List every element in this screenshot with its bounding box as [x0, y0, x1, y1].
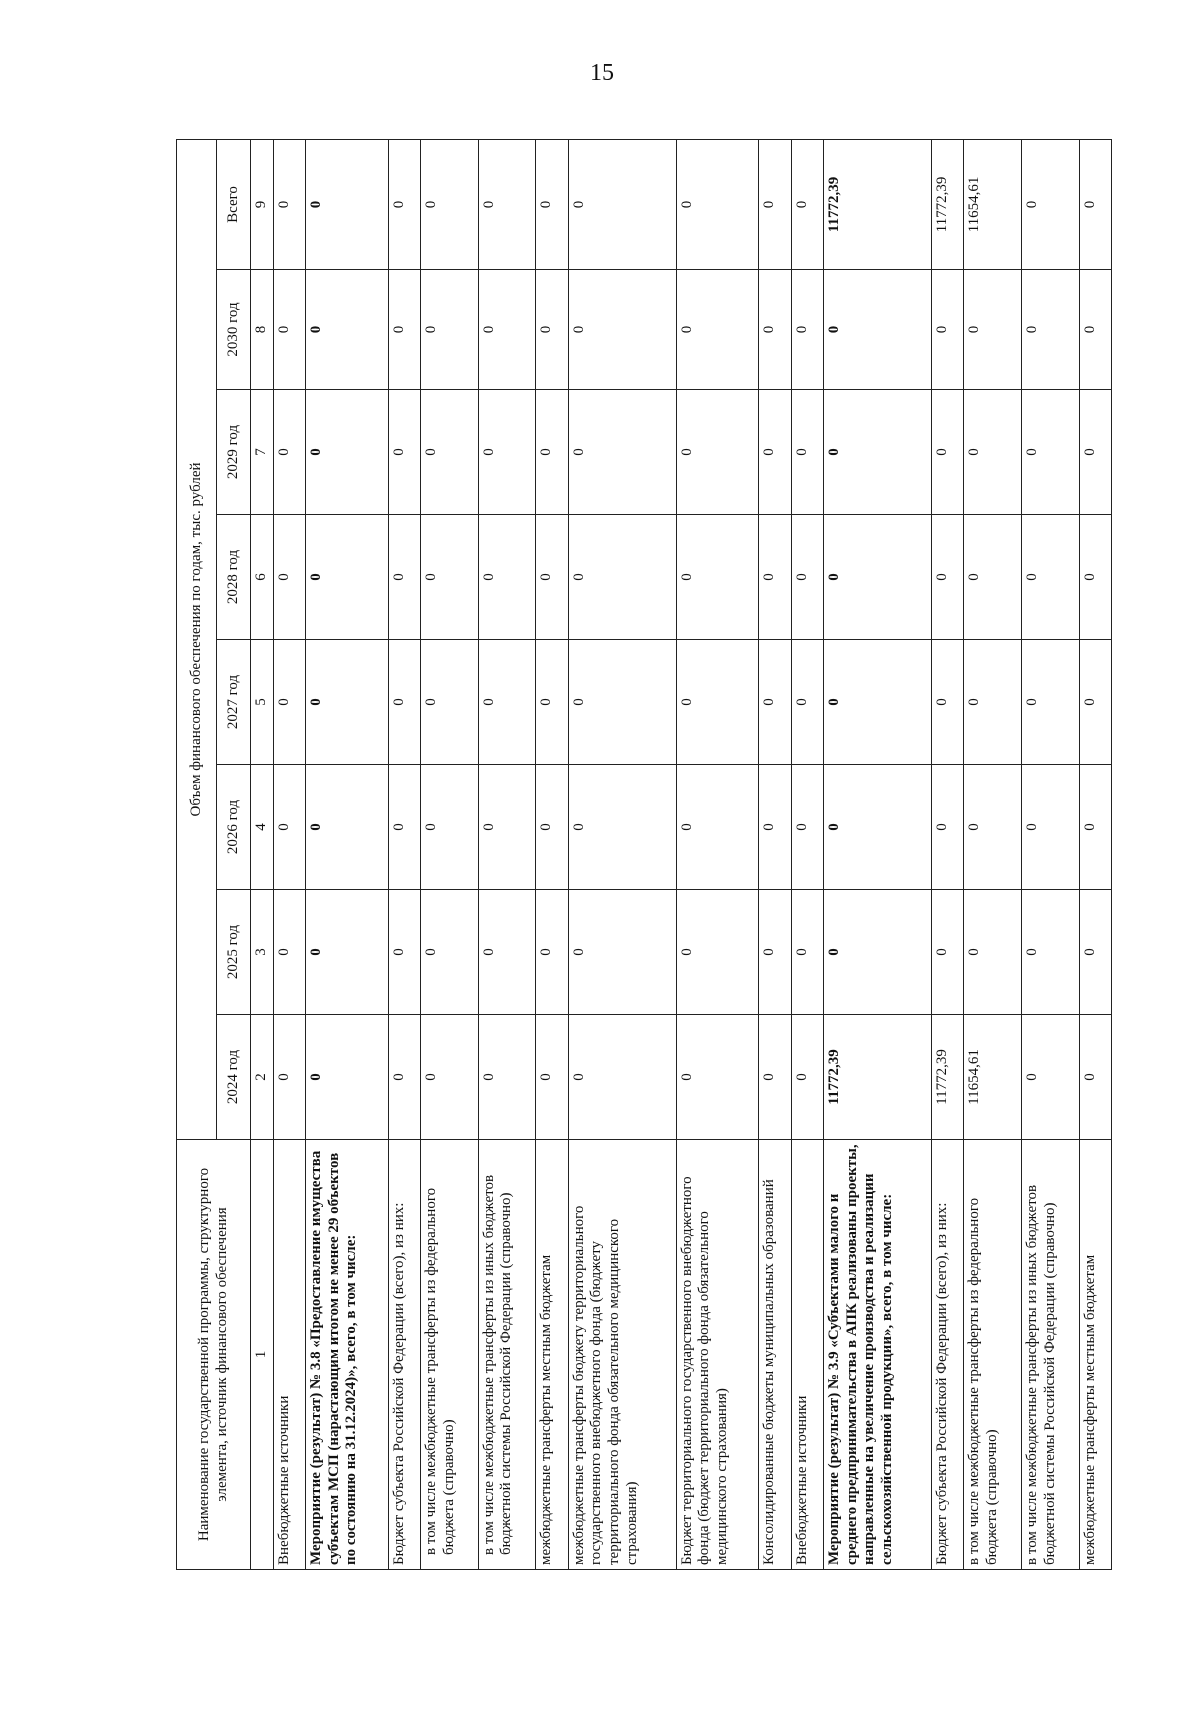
header-volume-group: Объем финансового обеспечения по годам, тыс. рублей — [177, 139, 217, 1139]
row-year-value: 11772,39 — [932, 1015, 964, 1140]
row-year-value: 0 — [306, 1015, 389, 1140]
row-year-value: 0 — [388, 640, 420, 765]
row-year-value: 0 — [759, 640, 791, 765]
row-total-value: 0 — [1079, 139, 1111, 269]
header-year: 2029 год — [217, 390, 251, 515]
row-total-value: 0 — [759, 139, 791, 269]
row-year-value: 0 — [273, 640, 305, 765]
row-year-value: 0 — [932, 515, 964, 640]
row-year-value: 0 — [1022, 640, 1080, 765]
header-year: 2025 год — [217, 890, 251, 1015]
row-year-value: 0 — [568, 390, 676, 515]
row-year-value: 0 — [964, 270, 1022, 390]
row-year-value: 0 — [536, 515, 568, 640]
row-year-value: 0 — [824, 890, 932, 1015]
row-year-value: 0 — [1079, 1015, 1111, 1140]
col-number: 8 — [251, 270, 274, 390]
row-year-value: 0 — [306, 390, 389, 515]
row-total-value: 0 — [478, 139, 536, 269]
row-year-value: 0 — [536, 1015, 568, 1140]
row-year-value: 0 — [388, 765, 420, 890]
row-year-value: 0 — [273, 890, 305, 1015]
row-year-value: 0 — [273, 270, 305, 390]
table-row — [536, 139, 568, 1569]
row-year-value: 0 — [568, 270, 676, 390]
row-year-value: 0 — [791, 890, 823, 1015]
row-year-value: 0 — [478, 765, 536, 890]
row-year-value: 0 — [964, 890, 1022, 1015]
row-year-value: 0 — [676, 640, 759, 765]
row-year-value: 0 — [536, 765, 568, 890]
row-year-value: 0 — [536, 640, 568, 765]
table-row — [273, 139, 305, 1569]
row-year-value: 0 — [964, 390, 1022, 515]
financing-table — [176, 139, 1112, 1570]
row-year-value: 0 — [676, 765, 759, 890]
table-row — [824, 139, 932, 1569]
row-total-value: 0 — [306, 139, 389, 269]
row-year-value: 0 — [932, 390, 964, 515]
row-year-value: 0 — [568, 515, 676, 640]
row-year-value: 0 — [676, 515, 759, 640]
row-year-value: 0 — [1079, 890, 1111, 1015]
row-total-value: 0 — [791, 139, 823, 269]
row-total-value: 0 — [388, 139, 420, 269]
col-number: 4 — [251, 765, 274, 890]
row-year-value: 0 — [388, 515, 420, 640]
row-year-value: 0 — [421, 765, 479, 890]
row-label: в том числе межбюджетные трансферты из иных бюджетов бюджетной системы Российской Федерации (справочно) — [1022, 1140, 1080, 1570]
row-year-value: 0 — [824, 390, 932, 515]
row-year-value: 0 — [306, 890, 389, 1015]
row-year-value: 0 — [1079, 640, 1111, 765]
row-year-value: 0 — [306, 515, 389, 640]
row-label: межбюджетные трансферты местным бюджетам — [536, 1140, 568, 1570]
row-year-value: 0 — [478, 1015, 536, 1140]
col-number: 3 — [251, 890, 274, 1015]
row-year-value: 0 — [676, 890, 759, 1015]
col-number: 9 — [251, 139, 274, 269]
col-number: 7 — [251, 390, 274, 515]
row-year-value: 0 — [568, 640, 676, 765]
row-label: в том числе межбюджетные трансферты из федерального бюджета (справочно) — [964, 1140, 1022, 1570]
row-year-value: 0 — [568, 890, 676, 1015]
row-year-value: 0 — [824, 270, 932, 390]
row-total-value: 11654,61 — [964, 139, 1022, 269]
table-row — [1022, 139, 1080, 1569]
row-year-value: 0 — [932, 765, 964, 890]
table-row — [568, 139, 676, 1569]
table-row — [676, 139, 759, 1569]
table-row — [791, 139, 823, 1569]
row-year-value: 0 — [421, 1015, 479, 1140]
row-year-value: 11772,39 — [824, 1015, 932, 1140]
row-year-value: 0 — [478, 270, 536, 390]
table-row — [306, 139, 389, 1569]
row-year-value: 0 — [478, 515, 536, 640]
row-year-value: 0 — [964, 515, 1022, 640]
row-year-value: 0 — [791, 270, 823, 390]
row-year-value: 0 — [388, 890, 420, 1015]
row-label: Консолидированные бюджеты муниципальных образований — [759, 1140, 791, 1570]
row-label: в том числе межбюджетные трансферты из федерального бюджета (справочно) — [421, 1140, 479, 1570]
header-year: 2024 год — [217, 1015, 251, 1140]
row-year-value: 0 — [1079, 270, 1111, 390]
table-row — [964, 139, 1022, 1569]
row-total-value: 11772,39 — [932, 139, 964, 269]
row-year-value: 0 — [388, 390, 420, 515]
row-year-value: 0 — [759, 890, 791, 1015]
row-year-value: 0 — [676, 1015, 759, 1140]
table-row — [478, 139, 536, 1569]
header-name-col: Наименование государственной программы, структурного элемента, источник финансового обеспечения — [177, 1140, 251, 1570]
row-year-value: 0 — [536, 890, 568, 1015]
row-total-value: 11772,39 — [824, 139, 932, 269]
table-row — [759, 139, 791, 1569]
table-rotated-wrapper — [176, 140, 1112, 1570]
header-year: 2030 год — [217, 270, 251, 390]
row-year-value: 0 — [306, 640, 389, 765]
header-total: Всего — [217, 139, 251, 269]
row-year-value: 0 — [536, 270, 568, 390]
row-year-value: 0 — [759, 390, 791, 515]
row-year-value: 0 — [759, 515, 791, 640]
row-year-value: 0 — [791, 765, 823, 890]
row-year-value: 0 — [932, 270, 964, 390]
col-number: 6 — [251, 515, 274, 640]
table-row — [932, 139, 964, 1569]
row-year-value: 0 — [1022, 890, 1080, 1015]
row-label: Бюджет территориального государственного внебюджетного фонда (бюджет территориального фонда обязательного медицинского страхования) — [676, 1140, 759, 1570]
row-total-value: 0 — [536, 139, 568, 269]
table-row — [421, 139, 479, 1569]
row-year-value: 0 — [273, 390, 305, 515]
row-year-value: 0 — [791, 515, 823, 640]
row-label: Внебюджетные источники — [791, 1140, 823, 1570]
row-year-value: 0 — [1022, 765, 1080, 890]
row-year-value: 0 — [536, 390, 568, 515]
row-year-value: 0 — [421, 890, 479, 1015]
row-year-value: 0 — [824, 515, 932, 640]
row-year-value: 0 — [676, 270, 759, 390]
row-year-value: 0 — [791, 390, 823, 515]
row-label: Внебюджетные источники — [273, 1140, 305, 1570]
table-body — [273, 139, 1111, 1569]
table-row — [1079, 139, 1111, 1569]
row-year-value: 0 — [306, 765, 389, 890]
row-year-value: 0 — [1022, 390, 1080, 515]
row-year-value: 0 — [1079, 765, 1111, 890]
row-year-value: 0 — [676, 390, 759, 515]
row-year-value: 11654,61 — [964, 1015, 1022, 1140]
row-label: Бюджет субъекта Российской Федерации (всего), из них: — [932, 1140, 964, 1570]
row-year-value: 0 — [1022, 1015, 1080, 1140]
table-row — [388, 139, 420, 1569]
row-year-value: 0 — [791, 640, 823, 765]
row-year-value: 0 — [421, 640, 479, 765]
row-year-value: 0 — [273, 515, 305, 640]
row-year-value: 0 — [388, 270, 420, 390]
row-year-value: 0 — [824, 640, 932, 765]
row-year-value: 0 — [478, 640, 536, 765]
row-year-value: 0 — [1079, 390, 1111, 515]
col-number: 1 — [251, 1140, 274, 1570]
row-year-value: 0 — [964, 640, 1022, 765]
row-year-value: 0 — [791, 1015, 823, 1140]
row-year-value: 0 — [932, 640, 964, 765]
row-year-value: 0 — [1079, 515, 1111, 640]
row-year-value: 0 — [478, 390, 536, 515]
row-year-value: 0 — [759, 1015, 791, 1140]
row-year-value: 0 — [388, 1015, 420, 1140]
row-label: межбюджетные трансферты местным бюджетам — [1079, 1140, 1111, 1570]
col-number: 5 — [251, 640, 274, 765]
row-total-value: 0 — [1022, 139, 1080, 269]
row-year-value: 0 — [306, 270, 389, 390]
row-year-value: 0 — [759, 765, 791, 890]
row-year-value: 0 — [273, 1015, 305, 1140]
row-year-value: 0 — [273, 765, 305, 890]
header-year: 2026 год — [217, 765, 251, 890]
col-number: 2 — [251, 1015, 274, 1140]
header-year: 2027 год — [217, 640, 251, 765]
row-year-value: 0 — [964, 765, 1022, 890]
row-year-value: 0 — [568, 765, 676, 890]
row-label: Мероприятие (результат) № 3.9 «Субъектами малого и среднего предпринимательства в АПК реализованы проекты, направленные на увеличение производства и реализации сельскохозяйственной продукции», всего, в том числе: — [824, 1140, 932, 1570]
row-year-value: 0 — [1022, 515, 1080, 640]
row-label: Мероприятие (результат) № 3.8 «Предоставление имущества субъектам МСП (нарастающим итогом не менее 29 объектов по состоянию на 31.12.2024)», всего, в том числе: — [306, 1140, 389, 1570]
row-total-value: 0 — [273, 139, 305, 269]
row-year-value: 0 — [759, 270, 791, 390]
page-number: 15 — [590, 60, 614, 86]
row-label: в том числе межбюджетные трансферты из иных бюджетов бюджетной системы Российской Федерации (справочно) — [478, 1140, 536, 1570]
row-year-value: 0 — [478, 890, 536, 1015]
row-year-value: 0 — [932, 890, 964, 1015]
header-year: 2028 год — [217, 515, 251, 640]
row-year-value: 0 — [421, 270, 479, 390]
row-total-value: 0 — [676, 139, 759, 269]
row-year-value: 0 — [824, 765, 932, 890]
row-label: Бюджет субъекта Российской Федерации (всего), из них: — [388, 1140, 420, 1570]
row-year-value: 0 — [568, 1015, 676, 1140]
row-year-value: 0 — [421, 515, 479, 640]
row-year-value: 0 — [421, 390, 479, 515]
row-total-value: 0 — [568, 139, 676, 269]
row-label: межбюджетные трансферты бюджету территориального государственного внебюджетного фонда (бюджету территориального фонда обязательного медицинского страхования) — [568, 1140, 676, 1570]
row-year-value: 0 — [1022, 270, 1080, 390]
row-total-value: 0 — [421, 139, 479, 269]
